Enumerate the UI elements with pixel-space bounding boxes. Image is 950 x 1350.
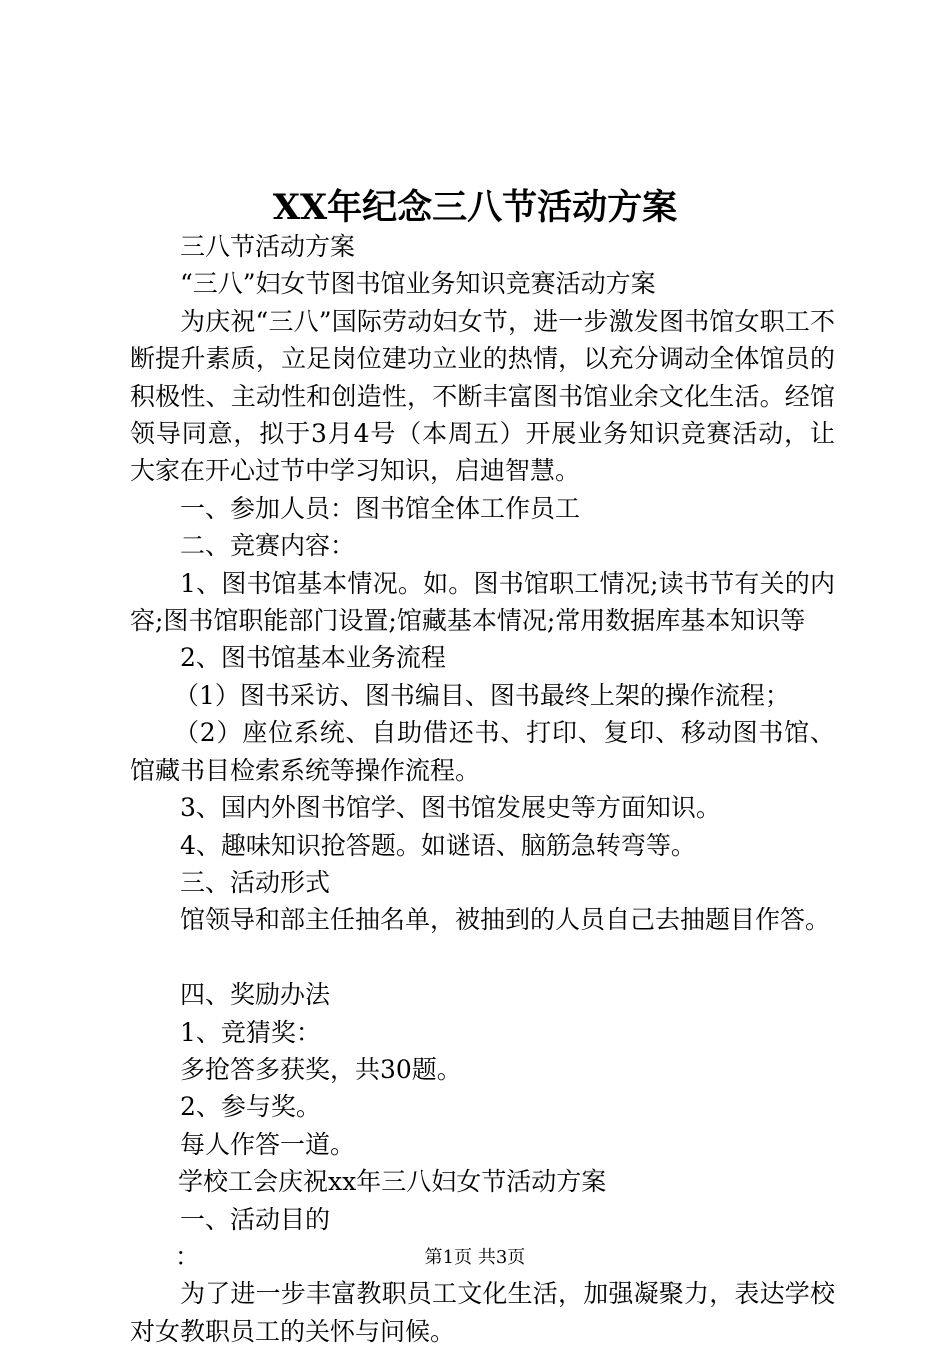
paragraph: 为庆祝“三八”国际劳动妇女节，进一步激发图书馆女职工不断提升素质，立足岗位建功立业的热情，以充分调动全体馆员的积极性、主动性和创造性，不断丰富图书馆业余文化生活。经馆领导同意，拟于3月4号（本周五）开展业务知识竞赛活动，让大家在开心过节中学习知识，启迪智慧。: [130, 306, 835, 486]
paragraph: “三八”妇女节图书馆业务知识竞赛活动方案: [180, 269, 656, 299]
paragraph: 4、趣味知识抢答题。如谜语、脑筋急转弯等。: [180, 830, 696, 860]
paragraph: 1、竞猜奖：: [180, 1017, 321, 1047]
paragraph: 1、图书馆基本情况。如。图书馆职工情况;读书节有关的内容;图书馆职能部门设置;馆藏基本情况;常用数据库基本知识等: [130, 568, 835, 636]
paragraph: 学校工会庆祝xx年三八妇女节活动方案: [178, 1167, 607, 1197]
document-body: [130, 228, 835, 1350]
paragraph: （2）座位系统、自助借还书、打印、复印、移动图书馆、馆藏书目检索系统等操作流程。: [130, 718, 835, 785]
paragraph: （1）图书采访、图书编目、图书最终上架的操作流程；: [174, 680, 790, 710]
paragraph: 三、活动形式: [180, 867, 331, 897]
paragraph: ：: [175, 1241, 201, 1271]
paragraph: 一、参加人员：图书馆全体工作员工: [180, 493, 581, 523]
paragraph: 2、参与奖。: [180, 1092, 321, 1122]
paragraph: 馆领导和部主任抽名单，被抽到的人员自己去抽题目作答。: [180, 905, 831, 935]
paragraph: 三八节活动方案: [180, 232, 356, 261]
blank-line: [130, 939, 835, 976]
paragraph: 一、活动目的: [180, 1204, 331, 1234]
paragraph: 每人作答一道。: [180, 1129, 356, 1159]
paragraph: 多抢答多获奖，共30题。: [180, 1054, 462, 1084]
document-title: XX年纪念三八节活动方案: [272, 187, 678, 228]
paragraph: 二、竞赛内容：: [180, 531, 356, 561]
paragraph: 四、奖励办法: [180, 980, 331, 1010]
page-footer: 第1页 共3页: [424, 1247, 526, 1268]
paragraph: 为了进一步丰富教职员工文化生活，加强凝聚力，表达学校对女教职员工的关怀与问候。: [130, 1279, 835, 1346]
paragraph: 2、图书馆基本业务流程: [180, 643, 446, 673]
paragraph: 3、国内外图书馆学、图书馆发展史等方面知识。: [180, 793, 721, 823]
